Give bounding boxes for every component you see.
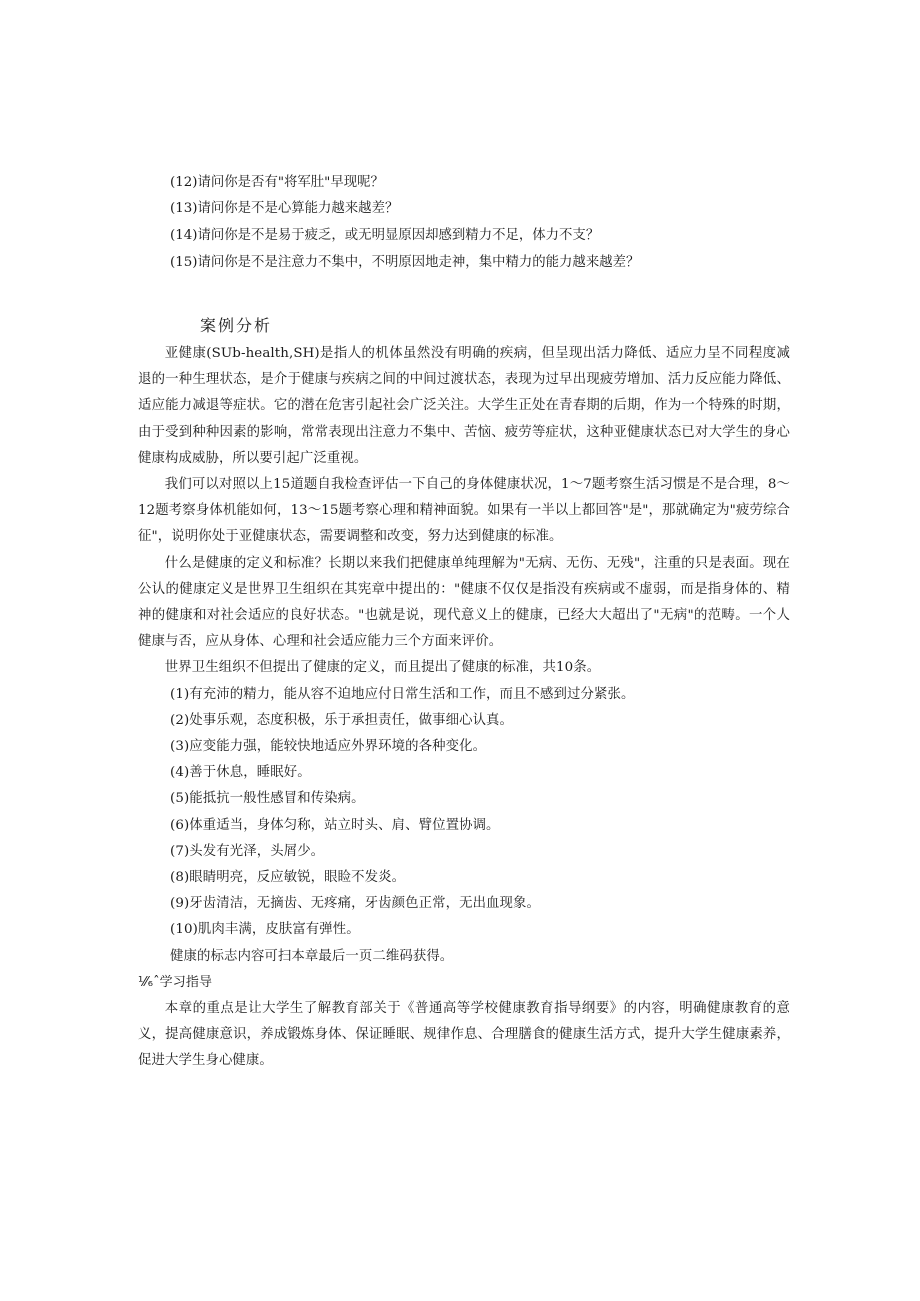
- standard-item-3: (3)应变能力强，能较快地适应外界环境的各种变化。: [170, 739, 487, 755]
- case-analysis-body: [138, 341, 790, 1075]
- standard-item-8: (8)眼睛明亮，反应敏锐，眼睑不发炎。: [170, 870, 406, 886]
- study-guide-paragraph: 本章的重点是让大学生了解教育部关于《普通高等学校健康教育指导纲要》的内容，明确健康教育的意义，提高健康意识，养成锻炼身体、保证睡眠、规律作息、合理膳食的健康生活方式，提升大学生健康素养，促进大学生身心健康。: [138, 1001, 790, 1069]
- question-12: (12)请问你是否有"将军肚"早现呢？: [170, 175, 384, 190]
- question-13: (13)请问你是不是心算能力越来越差？: [170, 201, 399, 216]
- study-guide-heading: ⅟⁄₆ˆ学习指导: [138, 974, 213, 990]
- paragraph-subhealth: 亚健康(SUb-health,SH)是指人的机体虽然没有明确的疾病，但呈现出活力降低、适应力呈不同程度减退的一种生理状态，是介于健康与疾病之间的中间过渡状态，表现为过早出现疲劳增加、活力反应能力降低、适应能力减退等症状。它的潜在危害引起社会广泛关注。大学生正处在青春期的后期，作为一个特殊的时期，由于受到种种因素的影响，常常表现出注意力不集中、苦恼、疲劳等症状，这种亚健康状态已对大学生的身心健康构成威胁，所以要引起广泛重视。: [138, 346, 790, 466]
- standard-item-10: (10)肌肉丰满，皮肤富有弹性。: [170, 922, 360, 938]
- standard-item-1: (1)有充沛的精力，能从容不迫地应付日常生活和工作，而且不感到过分紧张。: [170, 686, 635, 702]
- paragraph-who-standards: 世界卫生组织不但提出了健康的定义，而且提出了健康的标准，共10条。: [164, 660, 601, 676]
- standard-item-4: (4)善于休息，睡眠好。: [170, 765, 311, 781]
- standard-item-5: (5)能抵抗一般性感冒和传染病。: [170, 791, 365, 807]
- qr-code-note: 健康的标志内容可扫本章最后一页二维码获得。: [170, 948, 454, 964]
- standard-item-6: (6)体重适当，身体匀称，站立时头、肩、臂位置协调。: [170, 817, 500, 833]
- standard-item-7: (7)头发有光泽，头屑少。: [170, 843, 325, 859]
- question-14: (14)请问你是不是易于疲乏，或无明显原因却感到精力不足，体力不支？: [170, 228, 600, 243]
- paragraph-self-check: 我们可以对照以上15道题自我检查评估一下自己的身体健康状况，1～7题考察生活习惯是不是合理，8～12题考察身体机能如何，13～15题考察心理和精神面貌。如果有一半以上都回答"是"，那就确定为"疲劳综合征"，说明你处于亚健康状态，需要调整和改变，努力达到健康的标准。: [138, 477, 790, 545]
- standard-item-9: (9)牙齿清洁，无摘齿、无疼痛，牙齿颜色正常，无出血现象。: [170, 896, 541, 912]
- case-analysis-heading: 案例分析: [200, 316, 273, 335]
- standard-item-2: (2)处事乐观，态度积极，乐于承担责任，做事细心认真。: [170, 712, 514, 728]
- paragraph-health-definition: 什么是健康的定义和标准？长期以来我们把健康单纯理解为"无病、无伤、无残"，注重的只是表面。现在公认的健康定义是世界卫生组织在其宪章中提出的："健康不仅仅是指没有疾病或不虚弱，而是指身体的、精神的健康和对社会适应的良好状态。"也就是说，现代意义上的健康，已经大大超出了"无病"的范畴。一个人健康与否，应从身体、心理和社会适应能力三个方面来评价。: [138, 555, 790, 650]
- question-15: (15)请问你是不是注意力不集中，不明原因地走神，集中精力的能力越来越差？: [170, 255, 640, 270]
